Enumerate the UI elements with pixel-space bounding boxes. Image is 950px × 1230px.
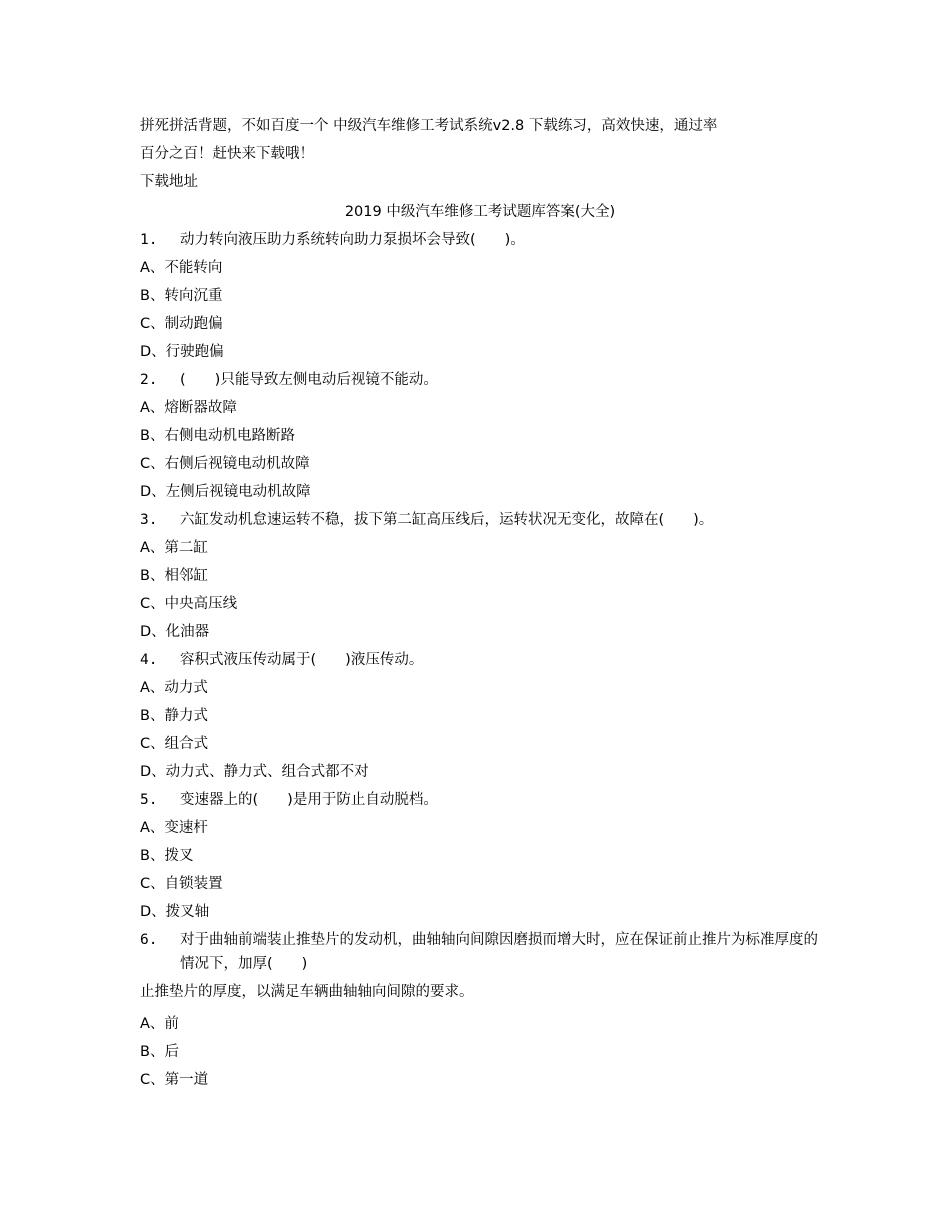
question-text: 对于曲轴前端装止推垫片的发动机，曲轴轴向间隙因磨损而增大时，应在保证前止推片为标准厚度的情况下，加厚( ) — [180, 932, 818, 972]
option: B、右侧电动机电路断路 — [140, 428, 295, 444]
option: D、左侧后视镜电动机故障 — [140, 484, 311, 500]
question-number: 4. — [140, 652, 158, 668]
option: B、静力式 — [140, 708, 208, 724]
document-title: 2019 中级汽车维修工考试题库答案(大全) — [344, 204, 616, 220]
option: A、前 — [140, 1016, 179, 1032]
option: B、拨叉 — [140, 848, 194, 864]
option: B、转向沉重 — [140, 288, 223, 304]
download-link[interactable]: 下载地址 — [140, 174, 198, 190]
question-text: 动力转向液压助力系统转向助力泵损坏会导致( )。 — [180, 232, 525, 248]
question-text: ( )只能导致左侧电动后视镜不能动。 — [180, 372, 438, 388]
question-text: 变速器上的( )是用于防止自动脱档。 — [180, 792, 438, 808]
option: D、化油器 — [140, 624, 210, 640]
question-text: 容积式液压传动属于( )液压传动。 — [180, 652, 424, 668]
question-4 — [140, 646, 820, 674]
option: D、行驶跑偏 — [140, 344, 224, 360]
question-6 — [140, 928, 820, 976]
intro-line-2: 百分之百！赶快来下载哦！ — [140, 146, 314, 162]
question-1 — [140, 226, 820, 254]
option: A、第二缸 — [140, 540, 208, 556]
question-text: 六缸发动机怠速运转不稳，拔下第二缸高压线后，运转状况无变化，故障在( )。 — [180, 512, 714, 528]
option: A、动力式 — [140, 680, 208, 696]
option: C、第一道 — [140, 1072, 209, 1088]
option: C、组合式 — [140, 736, 209, 752]
question-5 — [140, 786, 820, 814]
option: C、右侧后视镜电动机故障 — [140, 456, 310, 472]
question-number: 3. — [140, 512, 158, 528]
option: B、后 — [140, 1044, 179, 1060]
document-page — [140, 112, 820, 1094]
option: A、变速杆 — [140, 820, 208, 836]
question-3 — [140, 506, 820, 534]
option: D、拨叉轴 — [140, 904, 210, 920]
option: D、动力式、静力式、组合式都不对 — [140, 764, 369, 780]
question-number: 6. — [140, 932, 158, 948]
option: A、不能转向 — [140, 260, 223, 276]
option: A、熔断器故障 — [140, 400, 237, 416]
option: B、相邻缸 — [140, 568, 208, 584]
option: C、自锁装置 — [140, 876, 223, 892]
question-number: 1. — [140, 232, 158, 248]
question-6-continuation: 止推垫片的厚度，以满足车辆曲轴轴向间隙的要求。 — [140, 984, 474, 1000]
option: C、中央高压线 — [140, 596, 238, 612]
question-2 — [140, 366, 820, 394]
intro-line-1: 拼死拼活背题，不如百度一个 中级汽车维修工考试系统v2.8 下载练习，高效快速，通过率 — [140, 118, 718, 134]
option: C、制动跑偏 — [140, 316, 223, 332]
question-number: 5. — [140, 792, 158, 808]
question-number: 2. — [140, 372, 158, 388]
